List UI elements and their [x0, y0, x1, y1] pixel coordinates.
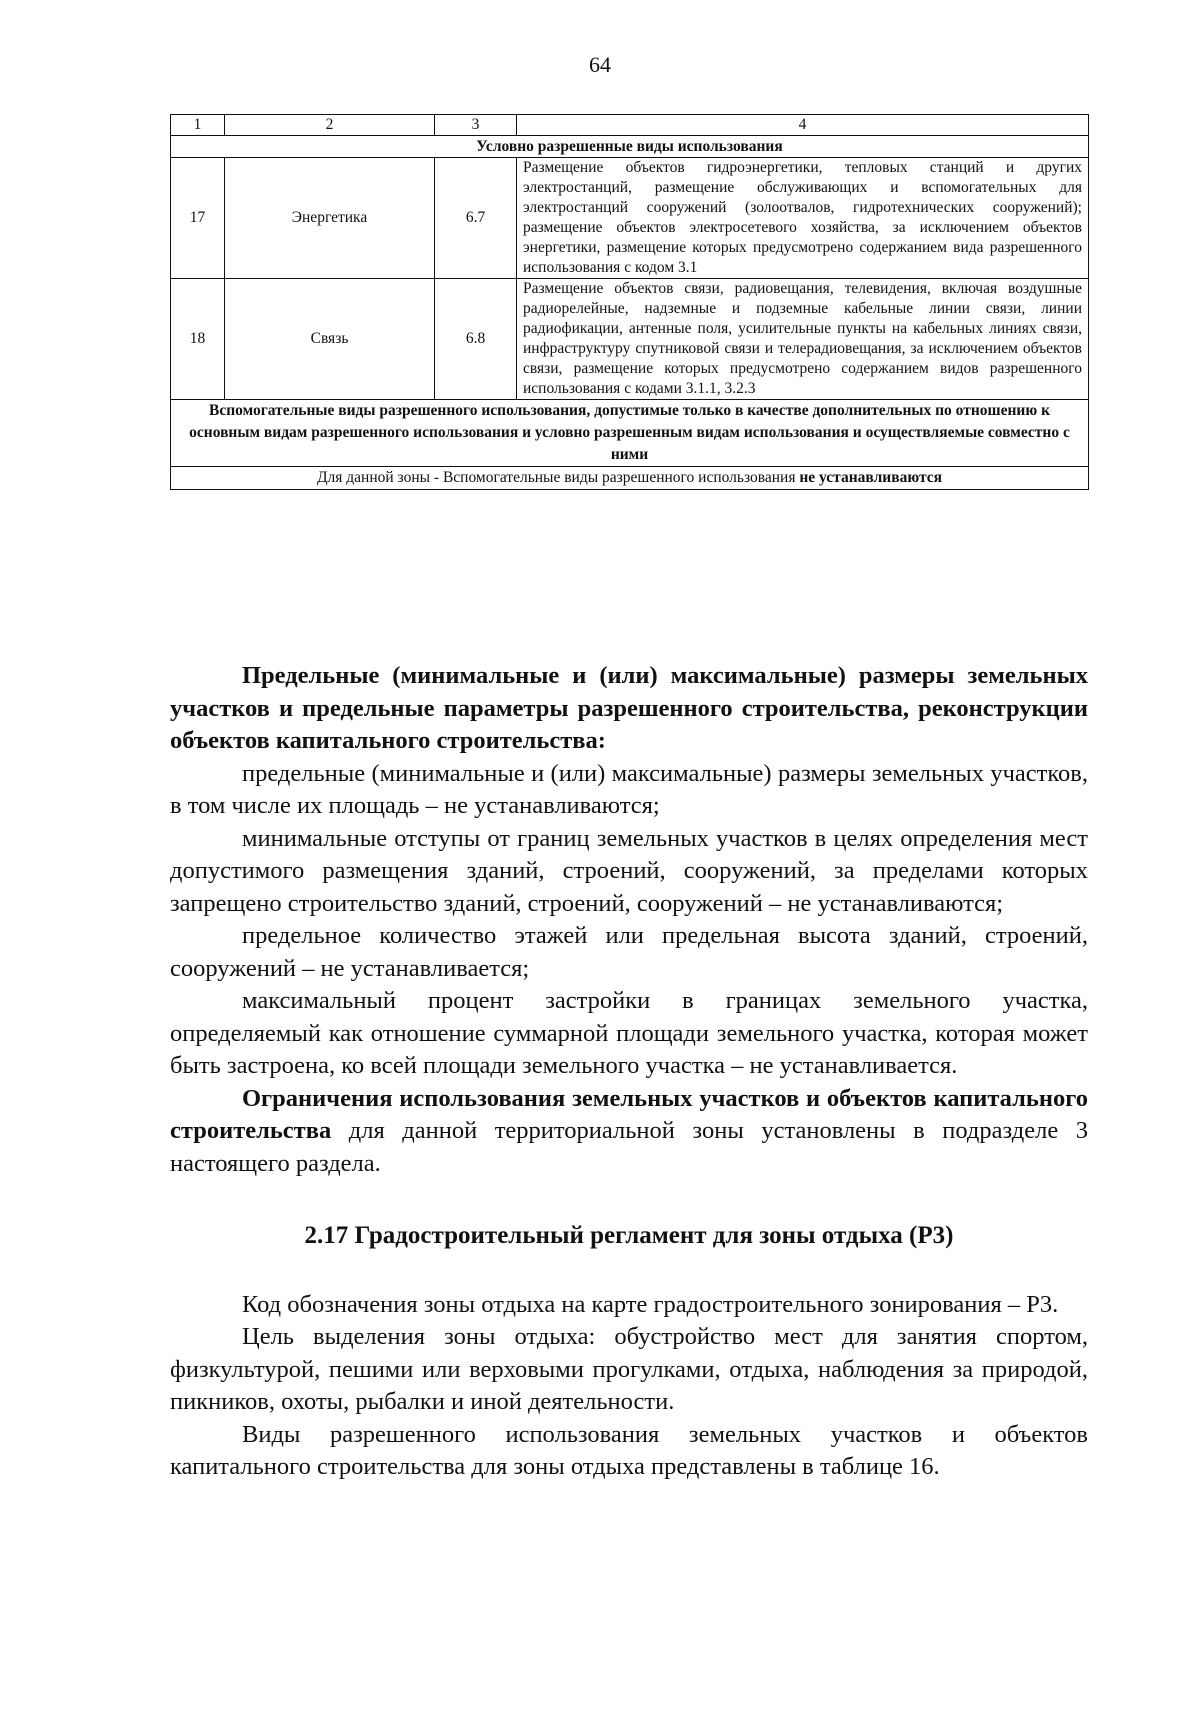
conditional-uses-title: Условно разрешенные виды использования	[171, 136, 1089, 158]
limits-item: минимальные отступы от границ земельных участков в целях определения мест допустимого размещения зданий, строений, сооружений, за пределами которых запрещено строительство зданий, строений, сооружений – не устанавливаются;	[170, 824, 1088, 917]
use-name: Связь	[225, 279, 435, 400]
limits-item: предельные (минимальные и (или) максимальные) размеры земельных участков, в том числе их площадь – не устанавливаются;	[170, 759, 1088, 819]
row-number: 17	[171, 158, 225, 279]
table-section-row	[171, 136, 1089, 158]
restrictions-rest: для данной территориальной зоны установлены в подразделе 3 настоящего раздела.	[170, 1117, 1088, 1177]
auxiliary-uses-note	[171, 467, 1089, 490]
restrictions-bold: Ограничения использования земельных участков и объектов капитального строительства	[170, 1084, 1088, 1144]
restrictions-paragraph	[170, 1083, 1088, 1181]
limits-heading: Предельные (минимальные и (или) максимальные) размеры земельных участков и предельные параметры разрешенного строительства, реконструкции объектов капитального строительства:	[170, 662, 1088, 754]
use-description: Размещение объектов гидроэнергетики, тепловых станций и других электростанций, размещение обслуживающих и вспомогательных для электростанций сооружений (золоотвалов, гидротехнических сооружений); размещение объектов электросетевого хозяйства, за исключением объектов энергетики, размещение которых предусмотрено содержанием вида разрешенного использования с кодом 3.1	[517, 158, 1089, 279]
paragraph: Код обозначения зоны отдыха на карте градостроительного зонирования – Р3.	[242, 1290, 1059, 1318]
row-number: 18	[171, 279, 225, 400]
use-code: 6.7	[435, 158, 517, 279]
use-description: Размещение объектов связи, радиовещания, телевидения, включая воздушные радиорелейные, надземные и подземные кабельные линии связи, линии радиофикации, антенные поля, усилительные пункты на кабельных линиях связи, инфраструктуру спутниковой связи и телерадиовещания, за исключением объектов связи, размещение которых предусмотрено содержанием видов разрешенного использования с кодами 3.1.1, 3.2.3	[517, 279, 1089, 400]
paragraph: Цель выделения зоны отдыха: обустройство мест для занятия спортом, физкультурой, пешими или верховыми прогулками, отдыха, наблюдения за природой, пикников, охоты, рыбалки и иной деятельности.	[170, 1323, 1088, 1415]
note-bold: не устанавливаются	[799, 469, 943, 486]
note-prefix: Для данной зоны - Вспомогательные виды разрешенного использования	[316, 469, 796, 486]
limits-item: максимальный процент застройки в границах земельного участка, определяемый как отношение суммарной площади земельного участка, которая может быть застроена, ко всей площади земельного участка – не устанавливается.	[170, 987, 1088, 1079]
limits-item: предельное количество этажей или предельная высота зданий, строений, сооружений – не устанавливается;	[170, 922, 1088, 982]
column-header: 4	[517, 115, 1089, 136]
column-header: 1	[171, 115, 225, 136]
paragraph: Виды разрешенного использования земельных участков и объектов капитального строительства для зоны отдыха представлены в таблице 16.	[170, 1420, 1088, 1480]
column-header: 3	[435, 115, 517, 136]
document-body	[170, 660, 1088, 1484]
table-header-row	[171, 115, 1089, 136]
permitted-uses-table	[170, 114, 1089, 490]
page-number: 64	[589, 52, 611, 77]
table-note-row	[171, 467, 1089, 490]
table-row	[171, 158, 1089, 279]
table-section-row	[171, 400, 1089, 467]
table-row	[171, 279, 1089, 400]
auxiliary-uses-title: Вспомогательные виды разрешенного использования, допустимые только в качестве дополнительных по отношению к основным видам разрешенного использования и условно разрешенным видам использования и осуществляемые совместно с ними	[171, 400, 1089, 467]
column-header: 2	[225, 115, 435, 136]
section-title: 2.17 Градостроительный регламент для зоны отдыха (Р3)	[304, 1222, 954, 1249]
use-code: 6.8	[435, 279, 517, 400]
use-name: Энергетика	[225, 158, 435, 279]
